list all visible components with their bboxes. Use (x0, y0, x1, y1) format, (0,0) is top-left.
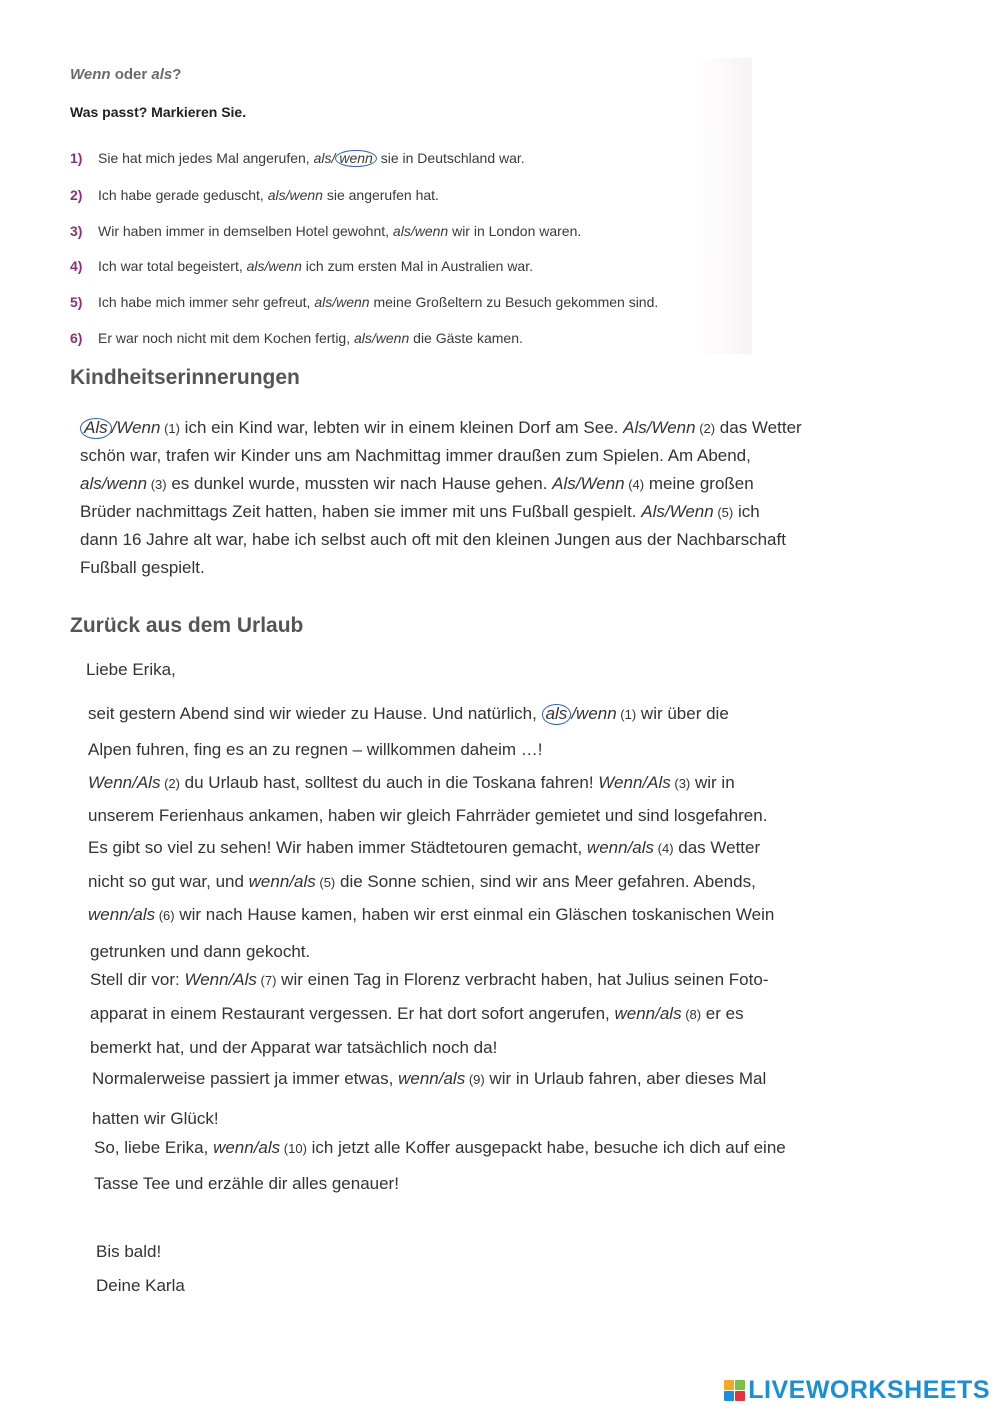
kindheit-line-5: dann 16 Jahre alt war, habe ich selbst auch oft mit den kleinen Jungen aus der Nachbarschaft (80, 530, 786, 549)
letter-line-7: wenn/als (6) wir nach Hause kamen, haben wir erst einmal ein Gläschen toskanischen Wein (88, 905, 775, 924)
letter-greeting: Liebe Erika, (86, 660, 176, 679)
option-als-selected[interactable]: als (542, 704, 572, 725)
option-als-wenn[interactable]: Als/Wenn (641, 502, 714, 521)
kindheit-line-2: schön war, trafen wir Kinder uns am Nachmittag immer draußen zum Spielen. Am Abend, (80, 446, 751, 465)
option-als-selected[interactable]: Als (80, 418, 112, 439)
letter-line-15: Tasse Tee und erzähle dir alles genauer! (94, 1174, 399, 1193)
letter-line-12: Normalerweise passiert ja immer etwas, wenn/als (9) wir in Urlaub fahren, aber dieses Mal (92, 1069, 767, 1088)
exercise-item-4: 4) Ich war total begeistert, als/wenn ich zum ersten Mal in Australien war. (70, 258, 534, 274)
letter-line-8: getrunken und dann gekocht. (90, 942, 311, 961)
letter-line-5: Es gibt so viel zu sehen! Wir haben immer Städtetouren gemacht, wenn/als (4) das Wetter (88, 838, 761, 857)
letter-line-6: nicht so gut war, und wenn/als (5) die Sonne schien, sind wir ans Meer gefahren. Abends, (88, 872, 756, 891)
option-wenn-als[interactable]: wenn/als (398, 1069, 466, 1088)
option-wenn-selected[interactable]: wenn (335, 150, 376, 167)
option-als-wenn[interactable]: als/wenn (80, 474, 148, 493)
exercise-item-1: 1) Sie hat mich jedes Mal angerufen, als/ wenn sie in Deutschland war. (70, 150, 525, 166)
exercise-instruction: Was passt? Markieren Sie. (70, 104, 247, 120)
option-als-wenn[interactable]: als/wenn (392, 223, 449, 239)
option-wenn-als[interactable]: Wenn/Als (184, 970, 257, 989)
kindheit-line-4: Brüder nachmittags Zeit hatten, haben sie immer mit uns Fußball gespielt. Als/Wenn (5) ich (80, 502, 760, 521)
option-als-wenn[interactable]: Als/Wenn (623, 418, 696, 437)
kindheit-line-3: als/wenn (3) es dunkel wurde, mussten wir nach Hause gehen. Als/Wenn (4) meine großen (80, 474, 754, 493)
option-als-wenn[interactable]: als/wenn (267, 187, 323, 203)
option-wenn-als[interactable]: wenn/als (248, 872, 316, 891)
liveworksheets-logo[interactable] (724, 1375, 990, 1405)
option-wenn-als[interactable]: wenn/als (614, 1004, 682, 1023)
option-als-wenn[interactable]: als/wenn (354, 330, 410, 346)
letter-line-1: seit gestern Abend sind wir wieder zu Hause. Und natürlich, als /wenn (1) wir über die (88, 704, 729, 723)
kindheit-line-1: Als /Wenn (1) ich ein Kind war, lebten wir in einem kleinen Dorf am See. Als/Wenn (2) das Wetter (80, 418, 802, 439)
option-wenn-als[interactable]: Wenn/Als (598, 773, 671, 792)
letter-signature: Deine Karla (96, 1276, 185, 1295)
exercise-item-5: 5) Ich habe mich immer sehr gefreut, als/wenn meine Großeltern zu Besuch gekommen sind. (70, 294, 659, 310)
option-wenn-als[interactable]: wenn/als (88, 905, 156, 924)
heading-kindheitserinnerungen: Kindheitserinnerungen (70, 366, 300, 389)
option-wenn-als[interactable]: wenn/als (586, 838, 655, 857)
exercise-item-3: 3) Wir haben immer in demselben Hotel gewohnt, als/wenn wir in London waren. (70, 223, 582, 239)
letter-line-4: unserem Ferienhaus ankamen, haben wir gleich Fahrräder gemietet und sind losgefahren. (88, 806, 768, 825)
kindheit-line-6: Fußball gespielt. (80, 558, 205, 577)
letter-closing: Bis bald! (96, 1242, 162, 1261)
letter-line-10: apparat in einem Restaurant vergessen. Er hat dort sofort angerufen, wenn/als (8) er es (90, 1004, 744, 1023)
liveworksheets-logo-text: LIVEWORKSHEETS (748, 1375, 990, 1404)
option-wenn[interactable]: /Wenn (111, 418, 161, 437)
liveworksheets-logo-icon (724, 1380, 745, 1401)
exercise-item-2: 2) Ich habe gerade geduscht, als/wenn sie angerufen hat. (70, 187, 439, 203)
option-wenn[interactable]: /wenn (571, 704, 617, 723)
letter-line-2: Alpen fuhren, fing es an zu regnen – willkommen daheim …! (88, 740, 543, 759)
letter-line-11: bemerkt hat, und der Apparat war tatsächlich noch da! (90, 1038, 498, 1057)
exercise-item-6: 6) Er war noch nicht mit dem Kochen fertig, als/wenn die Gäste kamen. (70, 330, 523, 346)
heading-zurueck-aus-dem-urlaub: Zurück aus dem Urlaub (70, 614, 304, 637)
option-als-wenn[interactable]: als/wenn (246, 258, 302, 274)
letter-line-9: Stell dir vor: Wenn/Als (7) wir einen Tag in Florenz verbracht haben, hat Julius seinen Foto- (90, 970, 769, 989)
option-als[interactable]: als/ (313, 150, 336, 166)
option-als-wenn[interactable]: Als/Wenn (552, 474, 625, 493)
letter-line-3: Wenn/Als (2) du Urlaub hast, solltest du auch in die Toskana fahren! Wenn/Als (3) wir in (88, 773, 735, 792)
option-wenn-als[interactable]: Wenn/Als (88, 773, 161, 792)
letter-line-13: hatten wir Glück! (92, 1109, 219, 1128)
exercise-title: Wenn oder als? (70, 66, 182, 83)
option-wenn-als[interactable]: wenn/als (213, 1138, 281, 1157)
option-als-wenn[interactable]: als/wenn (314, 294, 370, 310)
letter-line-14: So, liebe Erika, wenn/als (10) ich jetzt alle Koffer ausgepackt habe, besuche ich dich auf eine (94, 1138, 786, 1157)
